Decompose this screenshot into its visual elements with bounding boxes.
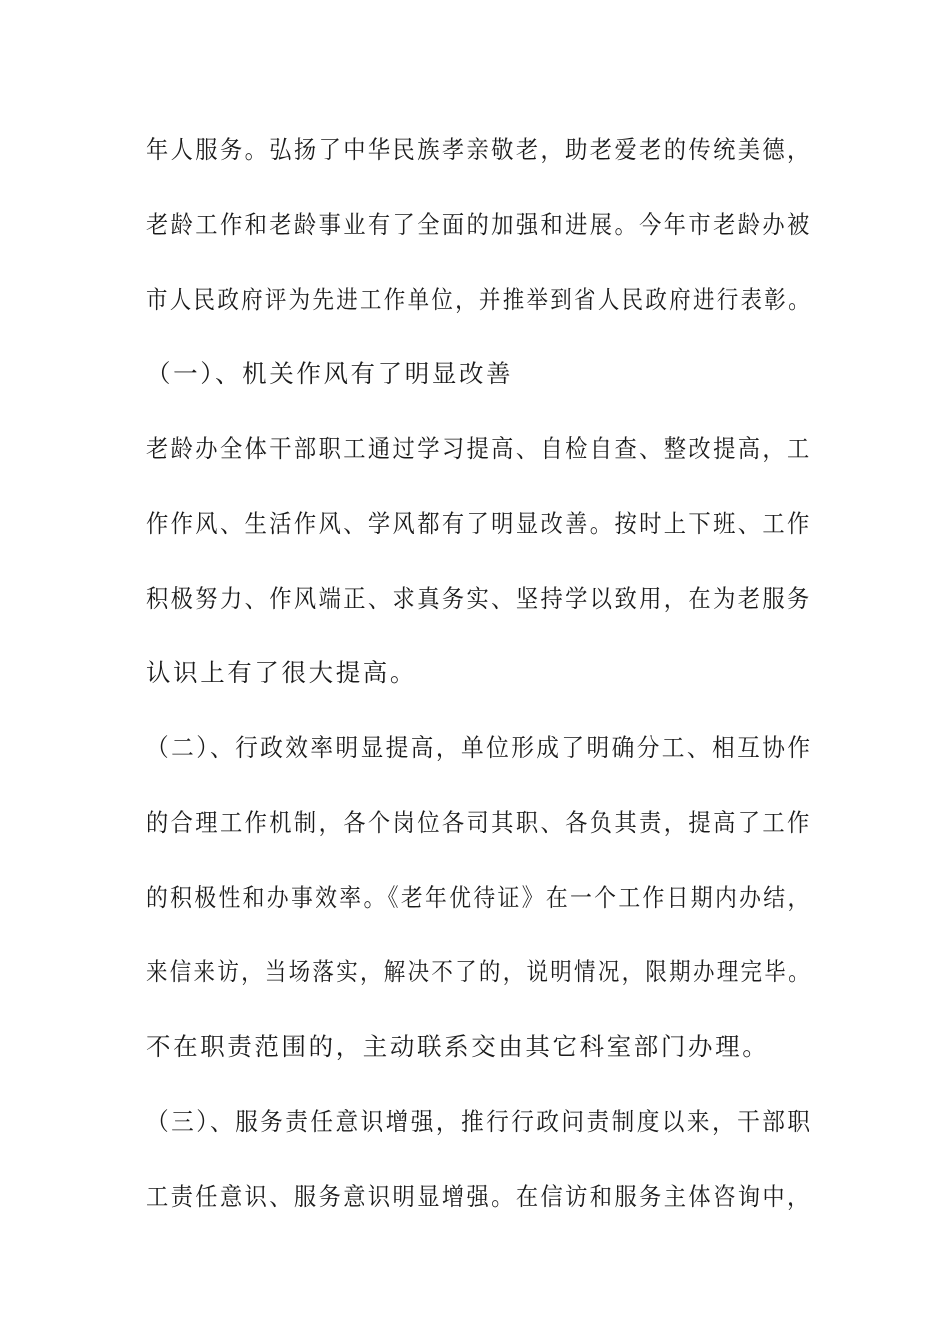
text-line: 老龄办全体干部职工通过学习提高、自检自查、整改提高，工: [146, 434, 812, 463]
section-heading: （一）、机关作风有了明显改善: [146, 359, 514, 388]
text-line: 不在职责范围的，主动联系交由其它科室部门办理。: [146, 1032, 770, 1061]
text-line: 工责任意识、服务意识明显增强。在信访和服务主体咨询中，: [146, 1182, 812, 1211]
text-line: 市人民政府评为先进工作单位，并推举到省人民政府进行表彰。: [146, 285, 812, 314]
text-line: 的合理工作机制，各个岗位各司其职、各负其责，提高了工作: [146, 808, 812, 837]
text-line: 年人服务。弘扬了中华民族孝亲敬老，助老爱老的传统美德，: [146, 135, 812, 164]
text-line: 来信来访，当场落实，解决不了的，说明情况，限期办理完毕。: [146, 957, 812, 986]
text-line: 作作风、生活作风、学风都有了明显改善。按时上下班、工作: [146, 509, 812, 538]
section-heading: （二）、行政效率明显提高，单位形成了明确分工、相互协作: [146, 733, 813, 762]
text-line: 的积极性和办事效率。《老年优待证》在一个工作日期内办结，: [146, 883, 812, 912]
text-line: 积极努力、作风端正、求真务实、坚持学以致用，在为老服务: [146, 584, 812, 613]
text-line: 认识上有了很大提高。: [146, 658, 417, 687]
text-line: 老龄工作和老龄事业有了全面的加强和进展。今年市老龄办被: [146, 210, 812, 239]
section-heading: （三）、服务责任意识增强，推行行政问责制度以来，干部职: [146, 1107, 813, 1136]
